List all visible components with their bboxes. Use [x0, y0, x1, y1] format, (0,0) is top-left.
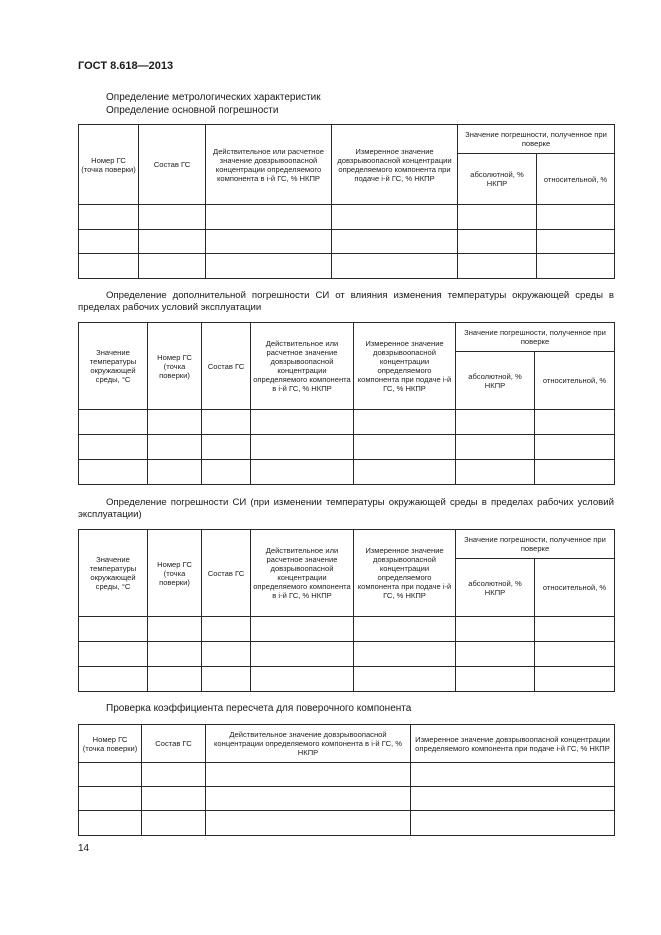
table-cell[interactable]	[79, 811, 142, 836]
table-row	[79, 435, 615, 460]
table-cell[interactable]	[202, 410, 251, 435]
section3-caption: Определение погрешности СИ (при изменении температуры окружающей среды в пределах рабочих условий эксплуатации)	[78, 497, 614, 520]
table-cell[interactable]	[411, 811, 615, 836]
document-id: ГОСТ 8.618—2013	[78, 60, 174, 72]
header-composition: Состав ГС	[202, 530, 251, 617]
table-cell[interactable]	[537, 205, 615, 230]
table-cell[interactable]	[354, 410, 456, 435]
header-measured-value: Измеренное значение довзрывоопасной концентрации определяемого компонента при подаче i-й ГС, % НКПР	[354, 323, 456, 410]
table-cell[interactable]	[202, 642, 251, 667]
section1-caption-2: Определение основной погрешности	[106, 105, 279, 116]
header-measured-value: Измеренное значение довзрывоопасной концентрации определяемого компонента при подаче i-й ГС, % НКПР	[332, 125, 458, 205]
main-error-table	[78, 124, 615, 279]
table-cell[interactable]	[251, 410, 354, 435]
table-cell[interactable]	[79, 667, 148, 692]
table-cell[interactable]	[148, 460, 202, 485]
table-cell[interactable]	[206, 205, 332, 230]
temperature-additional-error-table	[78, 322, 615, 485]
table-cell[interactable]	[148, 617, 202, 642]
page-number: 14	[78, 843, 90, 854]
table-cell[interactable]	[332, 230, 458, 254]
temperature-error-table	[78, 529, 615, 692]
header-measured-value: Измеренное значение довзрывоопасной концентрации определяемого компонента при подаче i-й ГС, % НКПР	[354, 530, 456, 617]
table-cell[interactable]	[79, 642, 148, 667]
table-cell[interactable]	[206, 254, 332, 279]
header-actual-value: Действительное значение довзрывоопасной концентрации определяемого компонента в i-й ГС, % НКПР	[206, 725, 411, 763]
table-cell[interactable]	[142, 763, 206, 787]
table-cell[interactable]	[251, 642, 354, 667]
table-cell[interactable]	[354, 642, 456, 667]
table-cell[interactable]	[148, 435, 202, 460]
table-cell[interactable]	[251, 460, 354, 485]
table-cell[interactable]	[456, 642, 535, 667]
table-cell[interactable]	[142, 787, 206, 811]
table-row	[79, 642, 615, 667]
table-cell[interactable]	[411, 763, 615, 787]
table-cell[interactable]	[535, 642, 615, 667]
table-cell[interactable]	[79, 410, 148, 435]
header-measured-value: Измеренное значение довзрывоопасной концентрации определяемого компонента при подаче i-й ГС, % НКПР	[411, 725, 615, 763]
table-cell[interactable]	[251, 435, 354, 460]
table-cell[interactable]	[79, 205, 139, 230]
table-cell[interactable]	[79, 763, 142, 787]
table-cell[interactable]	[458, 205, 537, 230]
table-cell[interactable]	[332, 205, 458, 230]
table-cell[interactable]	[537, 230, 615, 254]
table-row	[79, 667, 615, 692]
table-cell[interactable]	[535, 435, 615, 460]
table-cell[interactable]	[458, 230, 537, 254]
table-cell[interactable]	[354, 617, 456, 642]
header-composition: Состав ГС	[139, 125, 206, 205]
header-absolute-error: абсолютной, % НКПР	[456, 559, 535, 617]
table-cell[interactable]	[79, 617, 148, 642]
table-cell[interactable]	[535, 460, 615, 485]
table-row	[79, 617, 615, 642]
table-cell[interactable]	[456, 435, 535, 460]
header-error-group: Значение погрешности, полученное при поверке	[456, 323, 615, 352]
table-cell[interactable]	[206, 763, 411, 787]
header-composition: Состав ГС	[202, 323, 251, 410]
table-row	[79, 205, 615, 230]
table-cell[interactable]	[148, 410, 202, 435]
header-number: Номер ГС (точка поверки)	[79, 725, 142, 763]
header-error-group: Значение погрешности, полученное при поверке	[456, 530, 615, 559]
header-relative-error: относительной, %	[535, 559, 615, 617]
table-cell[interactable]	[458, 254, 537, 279]
table-cell[interactable]	[206, 230, 332, 254]
table-cell[interactable]	[142, 811, 206, 836]
header-relative-error: относительной, %	[535, 352, 615, 410]
conversion-factor-table	[78, 724, 615, 836]
table-row	[79, 410, 615, 435]
table-cell[interactable]	[456, 667, 535, 692]
header-relative-error: относительной, %	[537, 154, 615, 205]
table-cell[interactable]	[251, 617, 354, 642]
header-number: Номер ГС (точка поверки)	[148, 323, 202, 410]
table-cell[interactable]	[535, 617, 615, 642]
table-cell[interactable]	[139, 254, 206, 279]
table-cell[interactable]	[354, 667, 456, 692]
section1-caption-1: Определение метрологических характеристик	[106, 92, 321, 103]
table-cell[interactable]	[535, 667, 615, 692]
table-cell[interactable]	[354, 460, 456, 485]
table-cell[interactable]	[411, 787, 615, 811]
table-cell[interactable]	[456, 460, 535, 485]
table-cell[interactable]	[79, 230, 139, 254]
header-actual-value: Действительное или расчетное значение довзрывоопасной концентрации определяемого компонента в i-й ГС, % НКПР	[206, 125, 332, 205]
header-actual-value: Действительное или расчетное значение довзрывоопасной концентрации определяемого компонента в i-й ГС, % НКПР	[251, 323, 354, 410]
header-actual-value: Действительное или расчетное значение довзрывоопасной концентрации определяемого компонента в i-й ГС, % НКПР	[251, 530, 354, 617]
header-error-group: Значение погрешности, полученное при поверке	[458, 125, 615, 154]
table-cell[interactable]	[79, 435, 148, 460]
table-cell[interactable]	[206, 787, 411, 811]
table-row	[79, 811, 615, 836]
table-cell[interactable]	[79, 787, 142, 811]
table-cell[interactable]	[148, 667, 202, 692]
table-cell[interactable]	[251, 667, 354, 692]
table-cell[interactable]	[79, 254, 139, 279]
table-cell[interactable]	[148, 642, 202, 667]
header-composition: Состав ГС	[142, 725, 206, 763]
table-row	[79, 787, 615, 811]
table-cell[interactable]	[79, 460, 148, 485]
table-row	[79, 763, 615, 787]
table-cell[interactable]	[202, 667, 251, 692]
section4-caption: Проверка коэффициента пересчета для поверочного компонента	[106, 703, 412, 714]
section2-caption: Определение дополнительной погрешности СИ от влияния изменения температуры окружающей среды в пределах рабочих условий эксплуатации	[78, 290, 614, 313]
table-cell[interactable]	[202, 460, 251, 485]
table-cell[interactable]	[332, 254, 458, 279]
table-row	[79, 254, 615, 279]
table-cell[interactable]	[456, 617, 535, 642]
table-cell[interactable]	[202, 435, 251, 460]
table-cell[interactable]	[202, 617, 251, 642]
header-absolute-error: абсолютной, % НКПР	[458, 154, 537, 205]
table-cell[interactable]	[535, 410, 615, 435]
table-cell[interactable]	[139, 205, 206, 230]
table-cell[interactable]	[456, 410, 535, 435]
table-cell[interactable]	[206, 811, 411, 836]
table-cell[interactable]	[139, 230, 206, 254]
header-number: Номер ГС (точка поверки)	[148, 530, 202, 617]
table-cell[interactable]	[354, 435, 456, 460]
header-absolute-error: абсолютной, % НКПР	[456, 352, 535, 410]
table-row	[79, 230, 615, 254]
header-number: Номер ГС (точка поверки)	[79, 125, 139, 205]
table-row	[79, 460, 615, 485]
header-temperature: Значение температуры окружающей среды, °С	[79, 530, 148, 617]
table-cell[interactable]	[537, 254, 615, 279]
header-temperature: Значение температуры окружающей среды, °С	[79, 323, 148, 410]
